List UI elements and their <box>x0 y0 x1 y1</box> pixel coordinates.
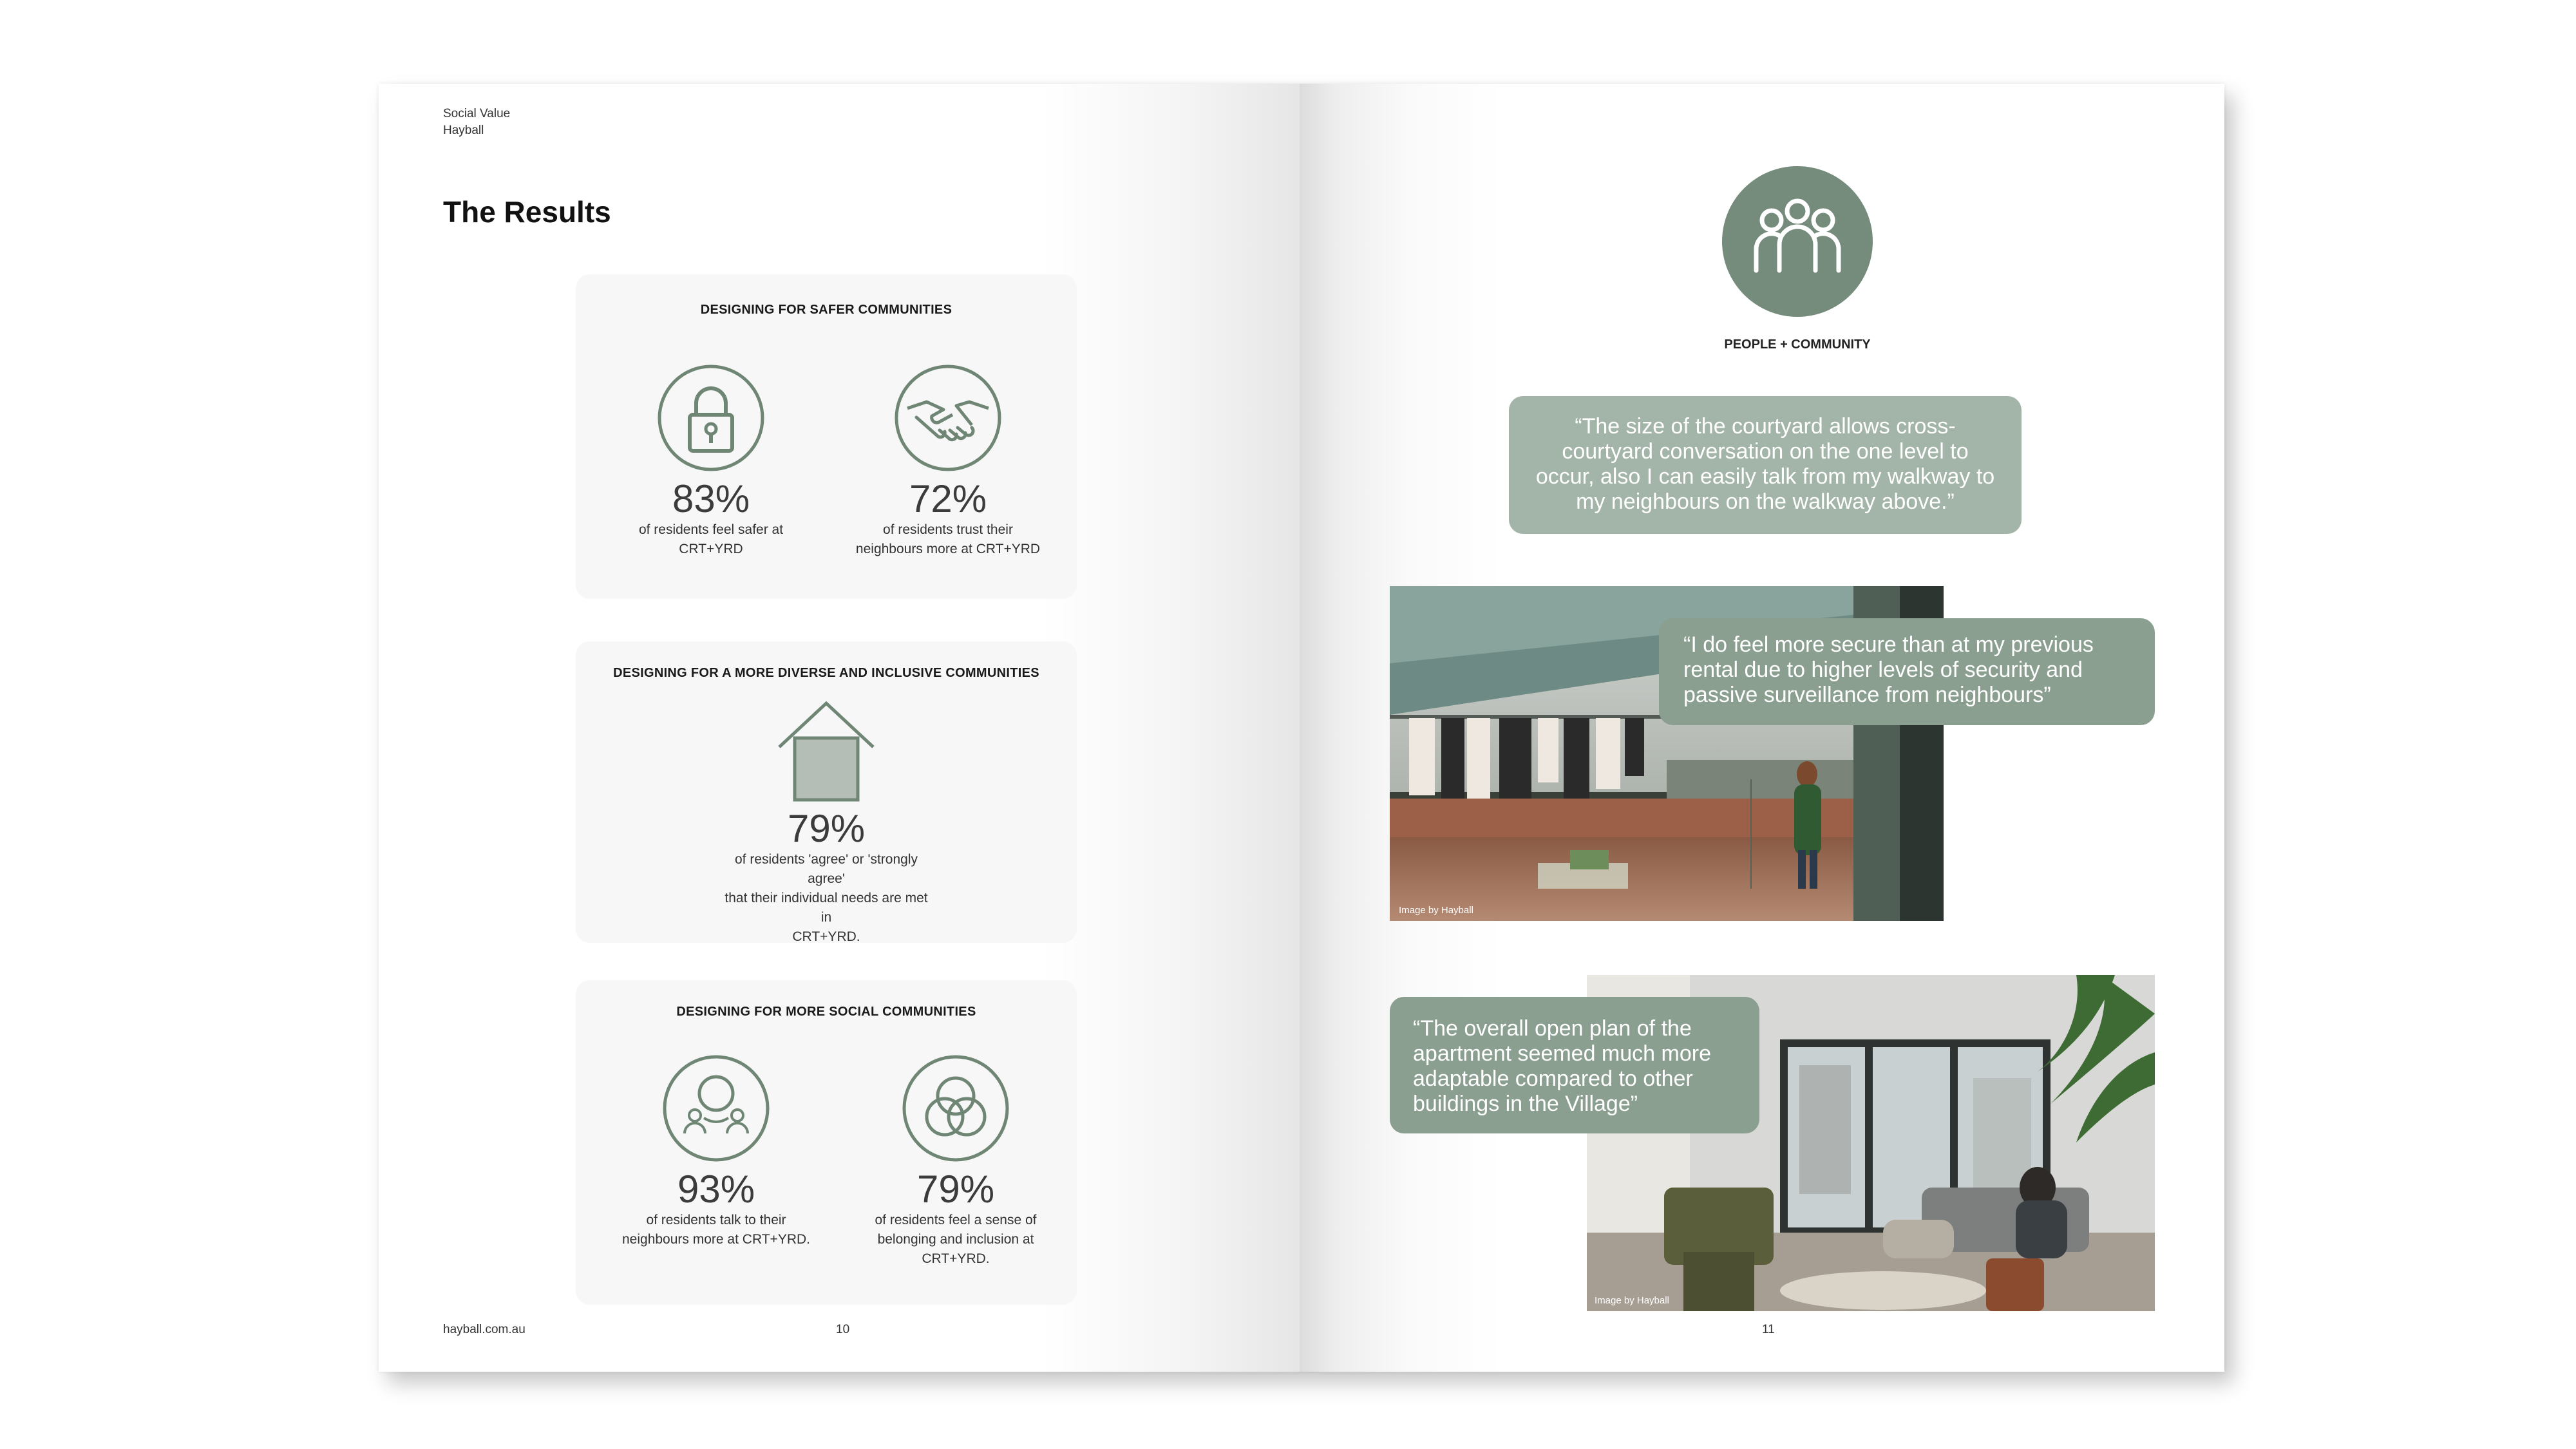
stat-value: 79% <box>916 1168 995 1211</box>
category-label: PEOPLE + COMMUNITY <box>1724 337 1871 352</box>
card-heading: DESIGNING FOR SAFER COMMUNITIES <box>700 303 952 317</box>
page-title: The Results <box>443 195 611 229</box>
stat-description <box>853 1211 1059 1269</box>
footer-url: hayball.com.au <box>443 1323 526 1336</box>
stat-description-line: CRT+YRD <box>679 542 743 556</box>
stat-description-line: of residents feel a sense of <box>875 1213 1037 1227</box>
brochure-spread <box>379 84 2224 1372</box>
people-talking-icon <box>661 1054 771 1163</box>
stat-description-line: of residents trust their <box>883 522 1013 537</box>
stat-talk-neighbours <box>613 1054 819 1249</box>
card-safer-communities <box>576 274 1077 599</box>
stat-description <box>608 520 814 559</box>
stat-description-line: that their individual needs are met in <box>724 891 928 925</box>
running-head-line: Hayball <box>443 124 484 137</box>
stat-description-line: belonging and inclusion at <box>877 1232 1034 1247</box>
stat-value: 72% <box>909 477 987 520</box>
running-head <box>443 106 510 139</box>
overlapping-circles-icon <box>901 1054 1010 1163</box>
stat-description-line: CRT+YRD. <box>792 929 860 944</box>
stat-description-line: neighbours more at CRT+YRD. <box>622 1232 810 1247</box>
stat-value: 93% <box>677 1168 755 1211</box>
photo-credit: Image by Hayball <box>1595 1295 1669 1306</box>
card-inclusive-communities <box>576 641 1077 943</box>
running-head-line: Social Value <box>443 107 511 120</box>
photo-credit: Image by Hayball <box>1399 905 1473 916</box>
right-page <box>1300 84 2224 1372</box>
quote-courtyard: “The size of the courtyard allows cross-courtyard conversation on the one level to occur, also I can easily talk from my walkway to my neighbours on the walkway above.” <box>1509 396 2022 534</box>
left-page <box>379 84 1300 1372</box>
house-icon <box>772 697 881 808</box>
card-heading: DESIGNING FOR MORE SOCIAL COMMUNITIES <box>676 1005 976 1019</box>
quote-security: “I do feel more secure than at my previous rental due to higher levels of security and passive surveillance from neighbours” <box>1659 618 2155 725</box>
stat-description-line: of residents talk to their <box>646 1213 786 1227</box>
stat-description-line: neighbours more at CRT+YRD <box>855 542 1041 556</box>
page-number-right: 11 <box>1762 1323 1775 1336</box>
stat-sense-of-belonging <box>853 1054 1059 1269</box>
stat-feel-safer <box>608 363 814 559</box>
page-number-left: 10 <box>836 1323 850 1336</box>
stat-trust-neighbours <box>845 363 1051 559</box>
stat-needs-met <box>723 697 929 947</box>
quote-open-plan: “The overall open plan of the apartment seemed much more adaptable compared to other buildings in the Village” <box>1390 997 1759 1133</box>
padlock-icon <box>656 363 766 473</box>
stat-description <box>613 1211 819 1249</box>
card-social-communities <box>576 980 1077 1305</box>
stat-description <box>723 850 929 947</box>
stat-description-line: CRT+YRD. <box>922 1251 990 1266</box>
people-group-icon <box>1722 166 1873 317</box>
stat-description <box>845 520 1051 559</box>
handshake-icon <box>893 363 1003 473</box>
stat-description-line: of residents 'agree' or 'strongly agree' <box>734 852 918 886</box>
card-heading: DESIGNING FOR A MORE DIVERSE AND INCLUSIVE COMMUNITIES <box>613 666 1039 680</box>
stat-description-line: of residents feel safer at <box>638 522 784 537</box>
stat-value: 83% <box>672 477 750 520</box>
stat-value: 79% <box>787 807 866 850</box>
